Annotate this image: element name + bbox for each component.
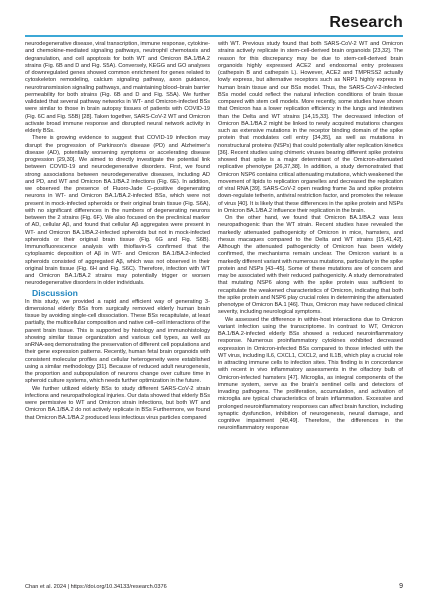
page-number: 9 — [399, 583, 403, 590]
right-paragraph-1: with WT. Previous study found that both SARS-CoV-2 WT and Omicron strains actively replicate in stem-cell-derived brain organoids [23,32]. The reason for this discrepancy may be due to stem-cell-derived brain organoids highly expressed ACE2 and endosomal entry proteases (cathepsin B and cathepsin L). However, ACE2 and TMPRSS2 actually lowly express, but alternative receptors such as NRP1 highly express in human brain tissue and our BSs model. Thus, the SARS-CoV-2-infected BSs model could reflect the natural infection conditions of brain tissue compared with stem cell models. More recently, some studies have shown that Omicron has a lower replication efficiency in the lungs and intestines than the Delta and WT strains [14,15,33]. The decreased infection of Omicron BA.1/BA.2 might be linked to newly acquired mutations changes such as extensive mutations in the receptor binding domain of the spike protein that modulates cell entry [34,35], as well as mutations in nonstructural proteins (NSPs) that could potentially alter replication kinetics [36]. Recent studies using chimeric viruses bearing different spike proteins showed that spike is a major determinant of the Omicron-attenuated replicative phenotype [26,37,38]. In addition, a study demonstrated that Omicron NSP6 contains critical attenuating mutations, which weakened the movement of lipids to replication organelles and decreased the replication of viral RNA [39]. SARS-CoV-2 open reading frame 3a and spike proteins down-regulate tetherin, antiviral restriction factor, and promotes the release of virus [40]. It is likely that these differences in the spike protein and NSPs in Omicron BA.1/BA.2 influence their replication in the brain. — [218, 41, 403, 214]
right-paragraph-3: We assessed the difference in within-host interactions due to Omicron variant infection using the transcriptome. In contrast to WT, Omicron BA.1/BA.2-infected elderly BSs showed a reduced neuroinflammatory response. Numerous proinflammatory cytokines exhibited decreased expression in Omicron-infected BSs compared to those infected with the WT virus, including IL6, CXCL1, CXCL2, and IL1B, which play a crucial role in attracting immune cells to infection sites. This finding is in concordance with recent in vivo inflammatory assessments in the olfactory bulb of Omicron-infected hamsters [47]. Microglia, as integral components of the immune system, serve as the brain's sentinel cells and detectors of invading pathogens. The proliferation, accumulation, and activation of microglia are typical characteristics of brain inflammation. Excessive and prolonged neuroinflammatory responses can affect brain function, including synaptic dysfunction, inhibition of neurogenesis, neural damage, and cognitive impairment [48,49]. Therefore, the differences in the neuroinflammatory response — [218, 316, 403, 432]
footer-citation: Chan et al. 2024 | https://doi.org/10.34133/research.0376 — [25, 584, 167, 590]
left-column — [25, 41, 210, 422]
right-paragraph-2: On the other hand, we found that Omicron BA.1/BA.2 was less neuropathogenic than the WT strain. Recent studies have revealed the markedly attenuated pathogenicity of Omicron in mice, hamsters, and rhesus macaques compared to the Delta and WT strains [15,41,42]. Although the attenuated pathogenicity of Omicron has been widely confirmed, the mechanisms remain unclear. The Omicron variant is a markedly different variant with numerous mutations, particularly in the spike protein and NSPs [43–45]. Some of these mutations are of concern and may be associated with their reduced pathogenicity. A study demonstrated that mutating NSP6 along with the spike protein was sufficient to recapitulate the weakened characteristics of Omicron, indicating that both the spike protein and NSP6 play crucial roles in determining the attenuated phenotype of Omicron BA.1 [46]. Thus, Omicron may have reduced clinical severity, including neurological symptoms. — [218, 215, 403, 316]
left-paragraph-3: In this study, we provided a rapid and efficient way of generating 3-dimensional elderly BSs from surgically removed elderly human brain tissue by avoiding single-cell dissociation. These BSs recapitulate, at least partially, the multicellular composition and native cell–cell interactions of the parent brain tissue. This is supported by histology and immunohistology showing similar tissue organization and various cell types, as well as snRNA-seq demonstrating the preservation of different cell populations and their gene expression patterns. Recently, human fetal brain organoids with consistent molecular profiles and cellular heterogeneity were established using a similar methodology [31]. Because of reduced adult neurogenesis, the proportion and subpopulation of neurons change over culture time in spheroid culture systems, which needs further optimization in the future. — [25, 298, 210, 385]
left-paragraph-2: There is growing evidence to suggest that COVID-19 infection may disrupt the progression of Parkinson's disease (PD) and Alzheimer's disease (AD), potentially worsening symptoms or accelerating disease progression [29,30]. We aimed to directly investigate the potential link between COVID-19 and neurodegenerative disorders. First, we found strong associations between neurodegenerative diseases, including AD and PD, and WT and Omicron BA.1/BA.2 infections (Fig. 6E). In addition, we observed the presence of Fluoro-Jade C–positive degenerating neurons in WT- and Omicron BA.1/BA.2-infected BSs, which were not present in mock-infected spheroids or their original brain tissue (Fig. S6A), with no significant differences in the numbers of degenerating neurons between the 2 strains (Fig. 6F). We also focused on the preclinical marker of AD, cellular Aβ, and found that cellular Aβ aggregates were present in WT- and Omicron BA.1/BA.2-infected spheroids but not in mock-infected spheroids or their original brain tissue (Fig. 6G and Fig. S6B). Immunofluorescence analysis with thioflavin-S confirmed that the cytoplasmic deposition of Aβ in WT- and Omicron BA.1/BA.2-infected spheroids consisted of aggregated Aβ, which was not observed in their original brain tissue (Fig. 6H and Fig. S6C). Therefore, infection with WT and Omicron BA.1/BA.2 strains may potentially trigger or worsen neurodegenerative disorders in older individuals. — [25, 135, 210, 287]
left-paragraph-4: We further utilized elderly BSs to study different SARS-CoV-2 strain infections and neuropathological injuries. Our data showed that elderly BSs were permissive to WT and Omicron strain infections, but both WT and Omicron BA.1/BA.2 do not actively replicate in BSs Furthermore, we found that Omicron BA.1/BA.2 produced less infectious virus particles compared — [25, 385, 210, 421]
section-heading-discussion: Discussion — [32, 287, 78, 298]
journal-name: Research — [329, 14, 403, 31]
right-column — [218, 41, 403, 433]
header-rule — [25, 35, 403, 37]
left-paragraph-1: neurodegenerative disease, viral transcription, immune response, cytokine- and chemokine-mediated signaling pathways, neutrophil chemotaxis and degranulation, and cell apoptosis for both WT and Omicron BA.1/BA.2 strains (Fig. 6B and D and Fig. S5A). Conversely, KEGG and GO analyses of downregulated genes showed common enrichment for genes related to cytoskeleton remodeling, calcium signaling pathway, axon guidance, neurotransmission signaling pathways, and maintaining blood–brain barrier permeability for both strains (Fig. 6B and D and Fig. S5A). We further validated that several pathway networks in WT- and Omicron-infected BSs were similar to those in brain autopsy tissues of patients with COVID-19 (Fig. 6C and Fig. S5B) [28]. Taken together, SARS-CoV-2 WT and Omicron activate broad immune response and disrupted neural network activity in elderly BSs. — [25, 41, 210, 134]
